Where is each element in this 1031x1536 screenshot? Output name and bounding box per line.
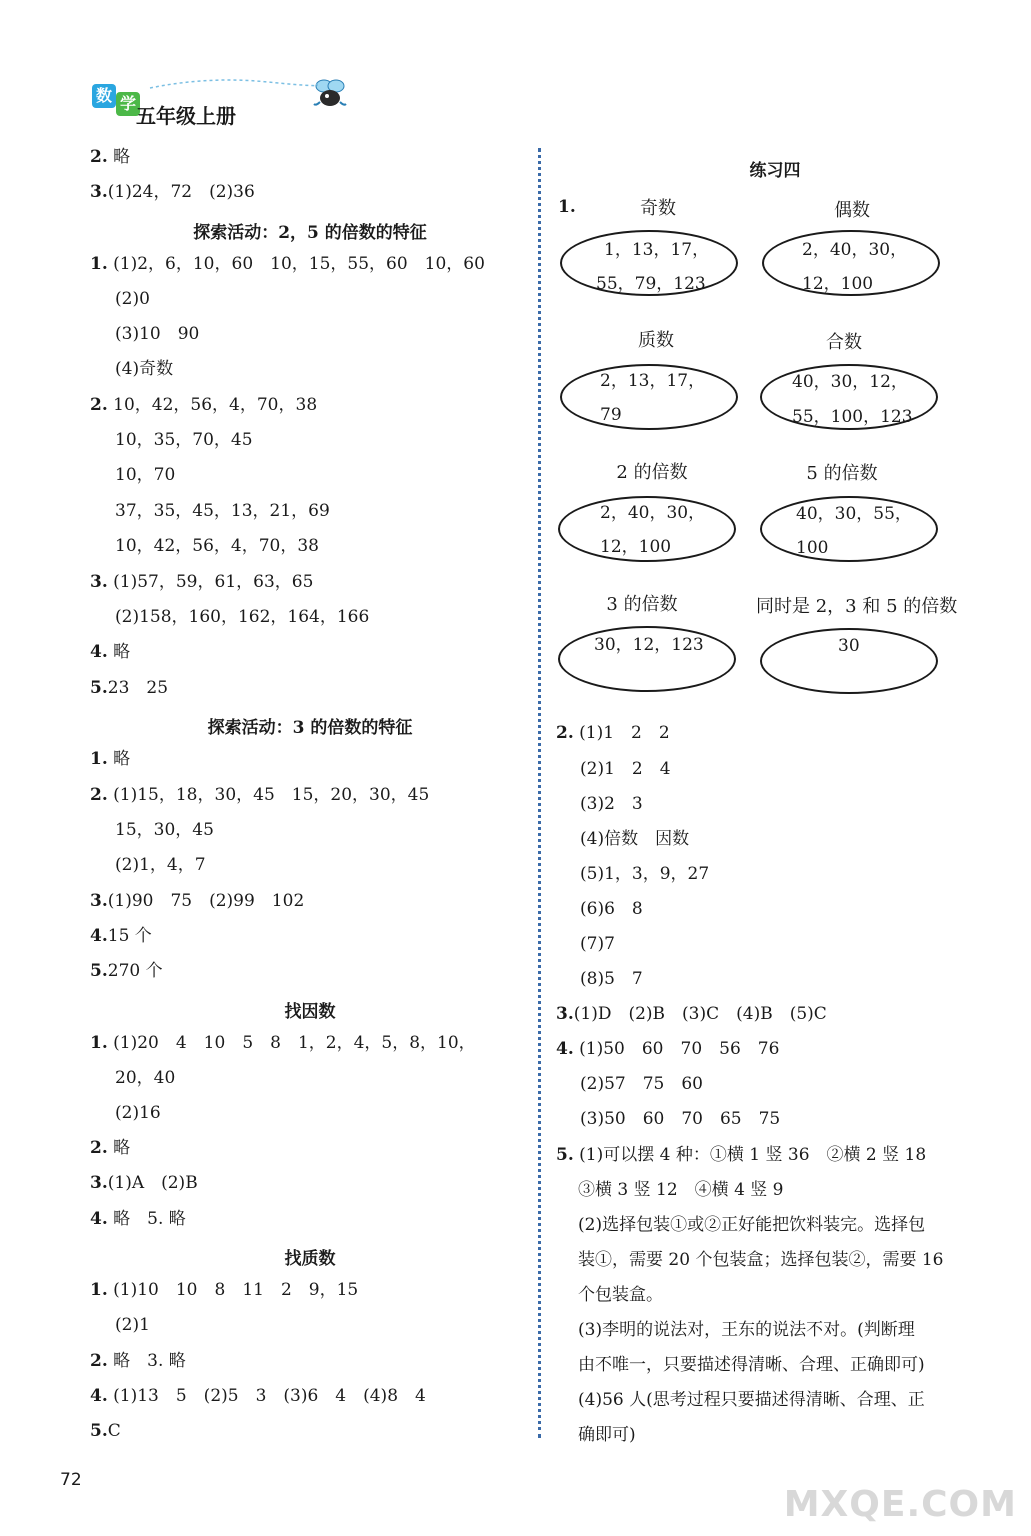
subject-char-1: 数 — [92, 84, 116, 108]
subject-char-2: 学 — [116, 92, 140, 116]
oval-text: 1，13，17， — [604, 240, 710, 260]
answer-line: 37，35，45，13，21，69 — [115, 501, 330, 521]
answer-line: 3.(1)A (2)B — [90, 1173, 198, 1193]
section-title: 找质数 — [284, 1249, 336, 1269]
section-title: 探索活动：2，5 的倍数的特征 — [193, 223, 427, 243]
answer-line: (2)57 75 60 — [580, 1074, 703, 1094]
answer-line: (2)1 — [115, 1315, 150, 1335]
oval-label: 合数 — [826, 332, 862, 353]
answer-line: (3)10 90 — [115, 324, 200, 344]
answer-line: 3. (1)57，59，61，63，65 — [90, 572, 314, 592]
answer-line: (5)1，3，9，27 — [580, 864, 710, 884]
answer-line: (2)158，160，162，164，166 — [115, 607, 370, 627]
answer-line: 4. 略 5. 略 — [90, 1209, 186, 1229]
oval-text: 40，30，12， — [792, 372, 908, 392]
oval-text: 55，79，123 — [596, 274, 706, 294]
answer-line: 由不唯一，只要描述得清晰、合理、正确即可) — [578, 1355, 925, 1375]
answer-line: 10，35，70，45 — [115, 430, 253, 450]
answer-line: 5. (1)可以摆 4 种：①横 1 竖 36 ②横 2 竖 18 — [556, 1145, 927, 1165]
section-title: 找因数 — [284, 1002, 336, 1022]
grade-label: 五年级上册 — [136, 104, 236, 128]
answer-line: (2)0 — [115, 289, 150, 309]
answer-line: 4. (1)13 5 (2)5 3 (3)6 4 (4)8 4 — [90, 1386, 426, 1406]
answer-line: 20，40 — [115, 1068, 176, 1088]
oval-text: 2，40，30， — [600, 503, 706, 523]
answer-line: 3.(1)24，72 (2)36 — [90, 182, 255, 202]
answer-line: 4. 略 — [90, 642, 131, 662]
oval-label: 2 的倍数 — [616, 462, 688, 483]
answer-line: 10，42，56，4，70，38 — [115, 536, 319, 556]
oval-text: 30，12，123 — [594, 635, 704, 655]
oval-text: 30 — [838, 636, 860, 656]
answer-line: 2. 略 — [90, 1138, 131, 1158]
oval-label: 3 的倍数 — [606, 594, 678, 615]
answer-line: (7)7 — [580, 934, 615, 954]
oval-text: 2，13，17， — [600, 371, 706, 391]
oval-text: 55，100，123 — [792, 407, 913, 427]
answer-line: ③横 3 竖 12 ④横 4 竖 9 — [578, 1180, 784, 1200]
header-swoosh-icon — [148, 74, 318, 94]
answer-line: (3)50 60 70 65 75 — [580, 1109, 781, 1129]
answer-line: 1. (1)20 4 10 5 8 1，2，4，5，8，10， — [90, 1033, 476, 1053]
answer-line: (4)56 人(思考过程只要描述得清晰、合理、正 — [578, 1390, 925, 1410]
answer-line: 15，30，45 — [115, 820, 214, 840]
oval-text: 79 — [600, 405, 622, 425]
oval-text: 100 — [796, 538, 829, 558]
answer-line: 5.C — [90, 1421, 121, 1441]
answer-line: 4. (1)50 60 70 56 76 — [556, 1039, 780, 1059]
column-divider — [538, 148, 541, 1438]
oval-text: 12，100 — [600, 537, 672, 557]
page-number: 72 — [60, 1470, 82, 1490]
answer-line: 2. 略 3. 略 — [90, 1351, 186, 1371]
answer-line: (3)2 3 — [580, 794, 643, 814]
question-number: 1. — [558, 197, 576, 217]
answer-line: 3.(1)D (2)B (3)C (4)B (5)C — [556, 1004, 827, 1024]
watermark: MXQE.COM — [783, 1484, 1017, 1525]
answer-line: (6)6 8 — [580, 899, 643, 919]
book-header — [88, 72, 368, 128]
oval-text: 12，100 — [802, 274, 874, 294]
answer-line: 2. 10，42，56，4，70，38 — [90, 395, 318, 415]
answer-line: 10，70 — [115, 465, 176, 485]
answer-line: (2)1，4，7 — [115, 855, 206, 875]
answer-line: (2)16 — [115, 1103, 161, 1123]
answer-line: (4)奇数 — [115, 359, 174, 379]
answer-line: (3)李明的说法对，王东的说法不对。(判断理 — [578, 1320, 915, 1340]
answer-line: 个包装盒。 — [578, 1285, 663, 1305]
answer-line: 1. (1)10 10 8 11 2 9，15 — [90, 1280, 359, 1300]
answer-line: (2)1 2 4 — [580, 759, 671, 779]
answer-line: 2. (1)15，18，30，45 15，20，30，45 — [90, 785, 430, 805]
oval-label: 5 的倍数 — [806, 463, 878, 484]
oval-label: 偶数 — [834, 200, 870, 221]
answer-line: (8)5 7 — [580, 969, 643, 989]
section-title: 练习四 — [749, 161, 801, 181]
answer-line: 1. (1)2，6，10，60 10，15，55，60 10，60 — [90, 254, 485, 274]
answer-line: 5.23 25 — [90, 678, 169, 698]
answer-line: (4)倍数 因数 — [580, 829, 690, 849]
oval-text: 2，40，30， — [802, 240, 908, 260]
oval-label: 同时是 2，3 和 5 的倍数 — [756, 596, 958, 617]
oval-text: 40，30，55， — [796, 504, 912, 524]
section-title: 探索活动：3 的倍数的特征 — [207, 718, 413, 738]
answer-line: 确即可) — [578, 1425, 636, 1445]
answer-line: 3.(1)90 75 (2)99 102 — [90, 891, 305, 911]
answer-line: 5.270 个 — [90, 961, 163, 981]
answer-line: 装①，需要 20 个包装盒；选择包装②，需要 16 — [578, 1250, 944, 1270]
answer-line: 1. 略 — [90, 749, 131, 769]
answer-line: 4.15 个 — [90, 926, 152, 946]
answer-line: (2)选择包装①或②正好能把饮料装完。选择包 — [578, 1215, 926, 1235]
oval-label: 质数 — [638, 330, 674, 351]
oval-label: 奇数 — [640, 198, 676, 219]
answer-line: 2. 略 — [90, 147, 131, 167]
answer-line: 2. (1)1 2 2 — [556, 723, 670, 743]
